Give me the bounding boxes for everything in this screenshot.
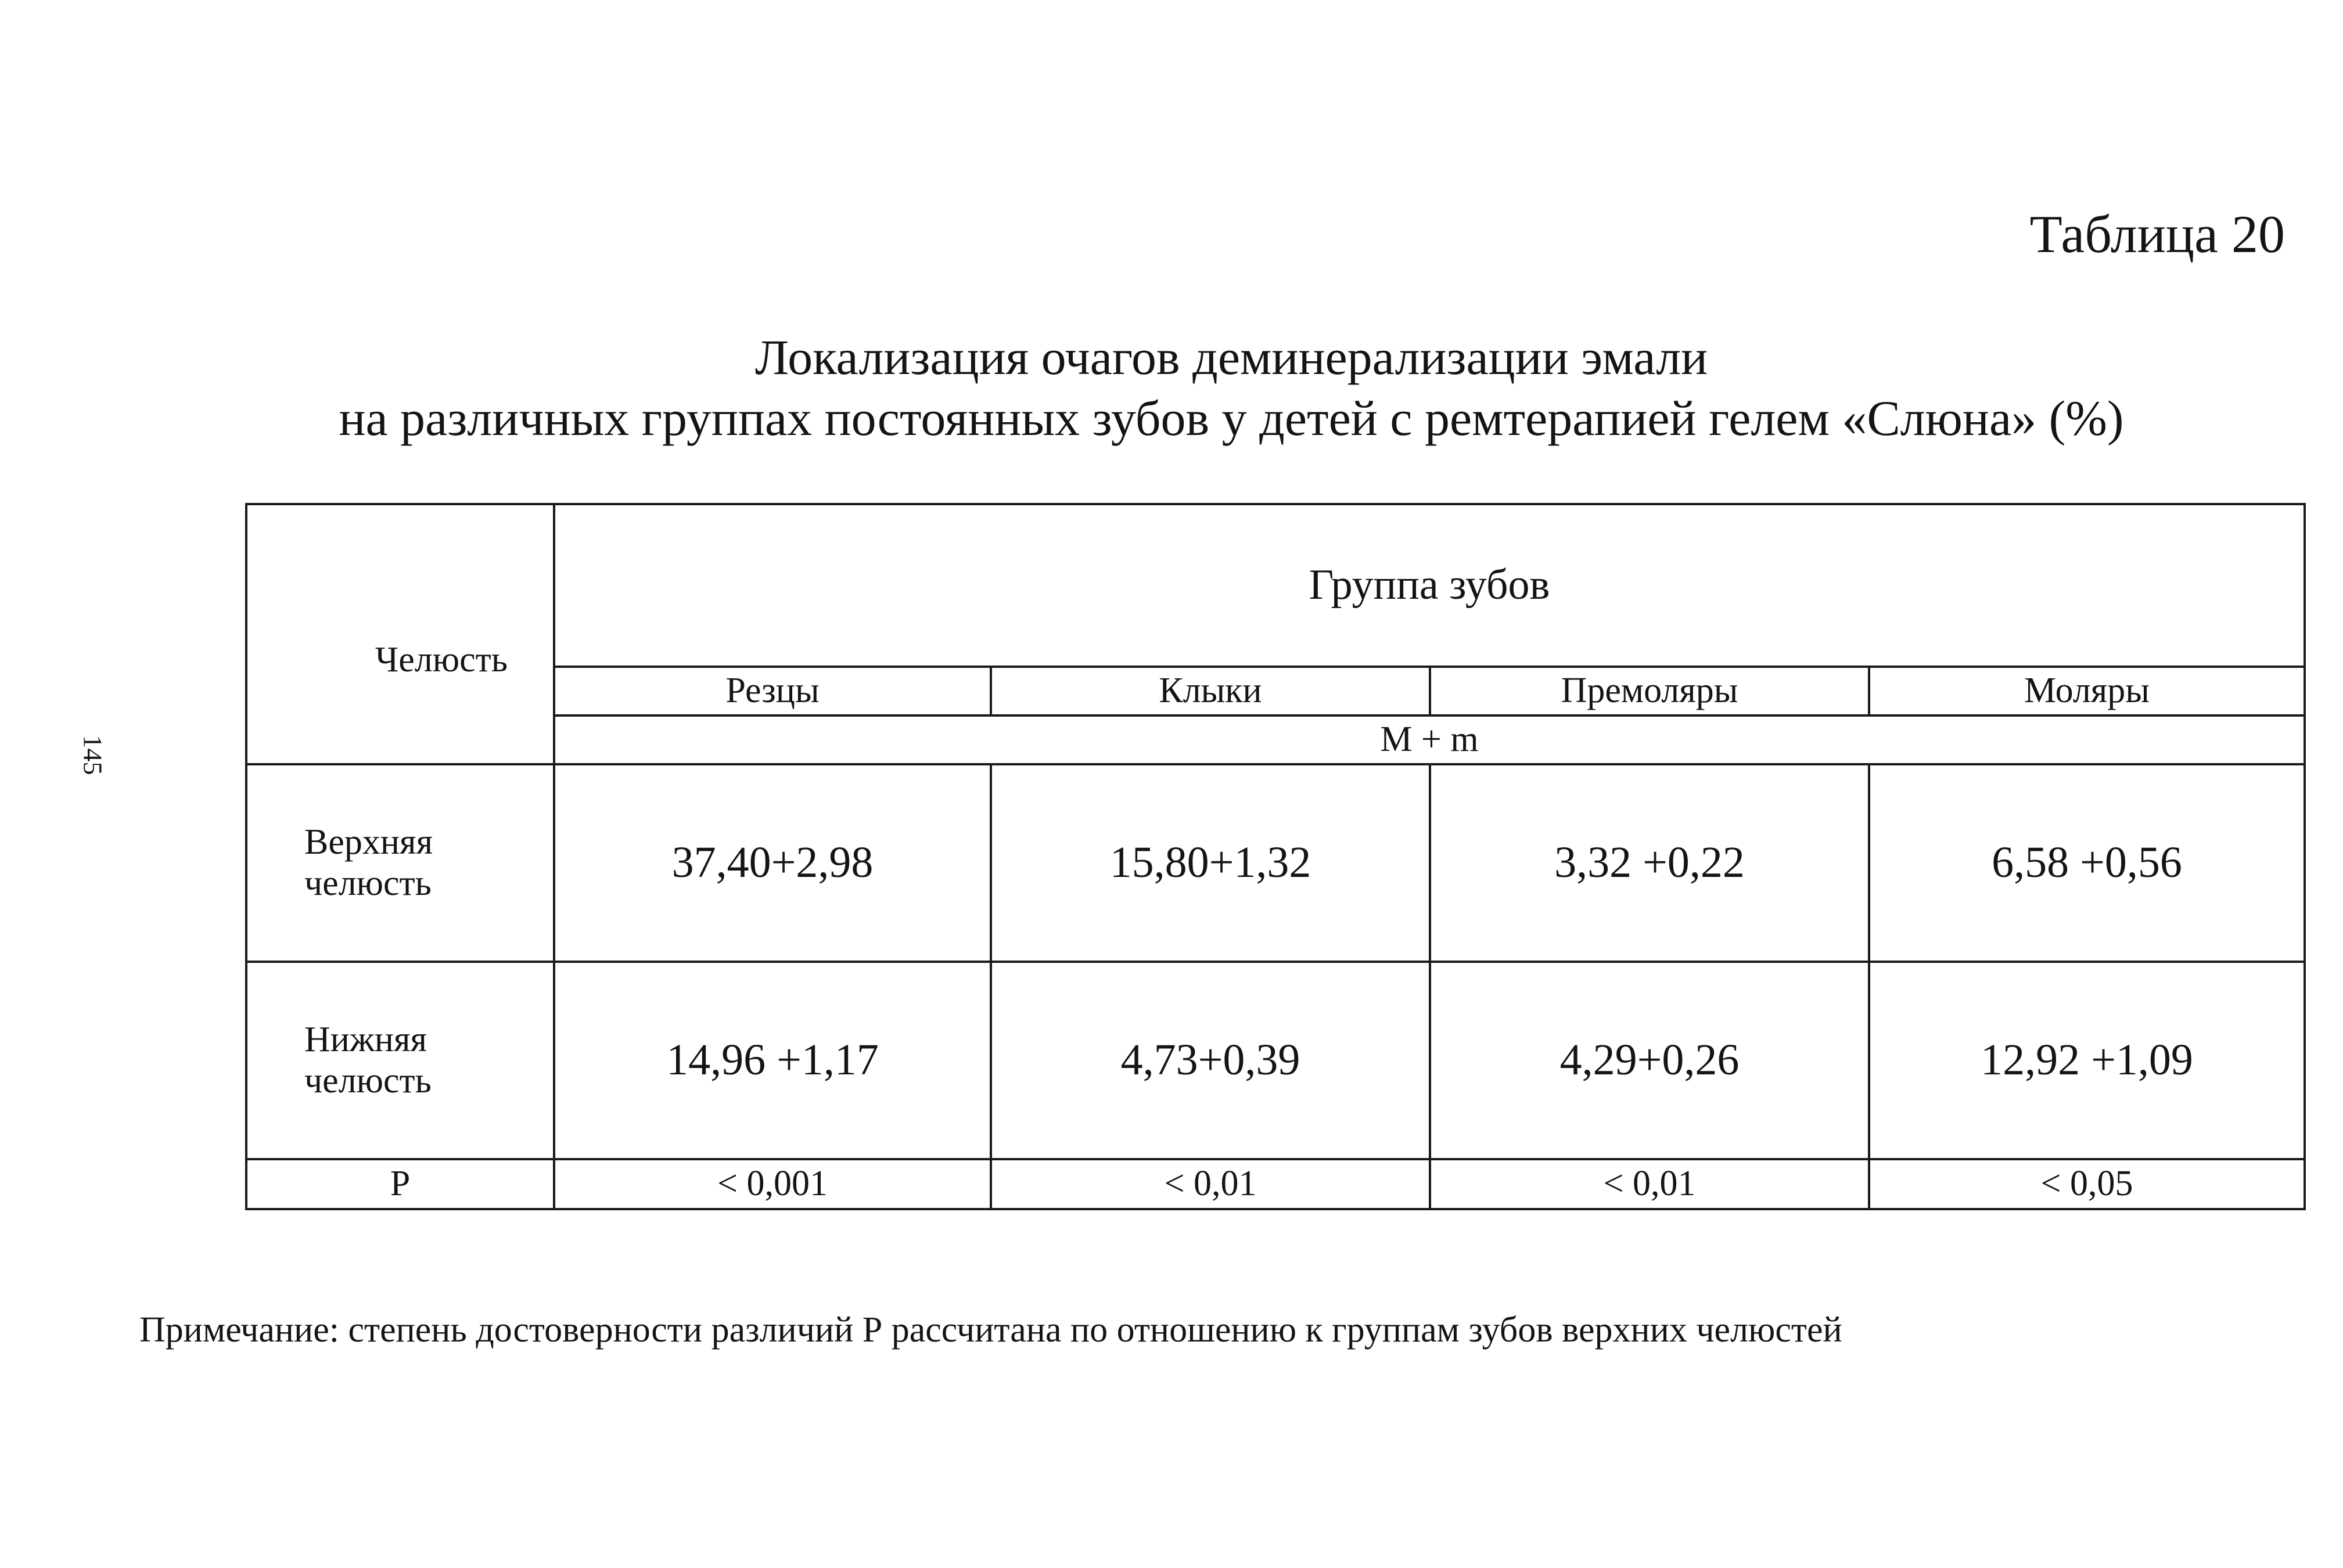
table-title-line-1: Локализация очагов деминерализации эмали: [754, 329, 1708, 385]
table-row: [246, 962, 2305, 1159]
page-number: 145: [78, 735, 108, 775]
table-cell: 4,29+0,26: [1430, 962, 1869, 1159]
table-cell: 12,92 +1,09: [1869, 962, 2305, 1159]
table-label: Таблица 20: [2029, 204, 2285, 264]
p-value-row: [246, 1159, 2305, 1209]
column-header-row: [246, 667, 2305, 715]
unit-row: [246, 715, 2305, 764]
table-cell: 3,32 +0,22: [1430, 764, 1869, 962]
column-header: Моляры: [1869, 667, 2305, 715]
table-cell: 15,80+1,32: [991, 764, 1430, 962]
p-value: < 0,05: [1869, 1159, 2305, 1209]
column-header: Клыки: [991, 667, 1430, 715]
table-row: [246, 764, 2305, 962]
footnote: Примечание: степень достоверности различий Р рассчитана по отношению к группам зубов верхних челюстей: [139, 1310, 1842, 1350]
column-header: Резцы: [554, 667, 991, 715]
data-table: [245, 503, 2306, 1210]
row-label: Верхняя челюсть: [246, 764, 554, 962]
p-value: < 0,01: [1430, 1159, 1869, 1209]
header-row: [246, 504, 2305, 667]
table-cell: 37,40+2,98: [554, 764, 991, 962]
table-cell: 6,58 +0,56: [1869, 764, 2305, 962]
unit-cell: M + m: [554, 715, 2305, 764]
p-value: < 0,001: [554, 1159, 991, 1209]
jaw-header-cell: Челюсть: [246, 504, 554, 764]
table-cell: 4,73+0,39: [991, 962, 1430, 1159]
table-cell: 14,96 +1,17: [554, 962, 991, 1159]
column-header: Премоляры: [1430, 667, 1869, 715]
group-header-cell: Группа зубов: [554, 504, 2305, 667]
p-value: < 0,01: [991, 1159, 1430, 1209]
table-title-line-2: на различных группах постоянных зубов у детей с ремтерапией гелем «Слюна» (%): [339, 390, 2124, 446]
row-label: Нижняя челюсть: [246, 962, 554, 1159]
p-label: P: [246, 1159, 554, 1209]
